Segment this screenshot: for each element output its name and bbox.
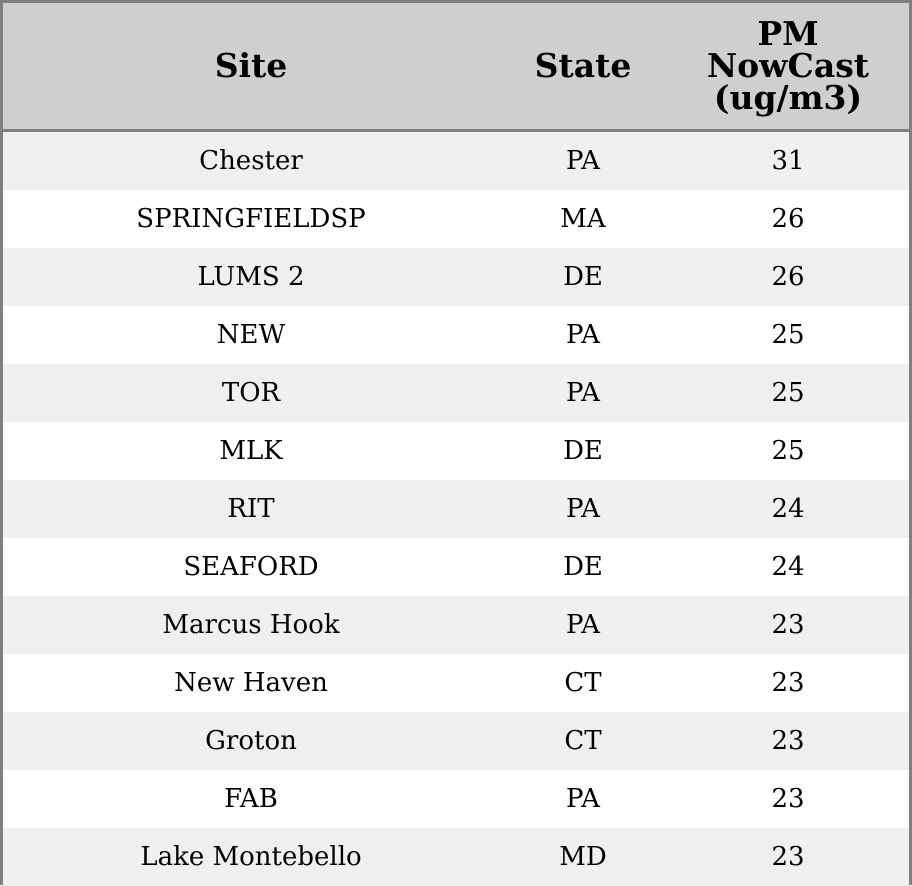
header-pm-nowcast: PM NowCast (ug/m3) bbox=[706, 14, 870, 117]
header-site: Site bbox=[214, 46, 288, 85]
cell-state: PA bbox=[566, 610, 600, 640]
cell-pm-nowcast: 31 bbox=[771, 146, 805, 176]
cell-state: CT bbox=[564, 726, 602, 756]
cell-pm-nowcast: 26 bbox=[771, 204, 805, 234]
cell-pm-nowcast: 23 bbox=[771, 668, 805, 698]
cell-pm-nowcast: 24 bbox=[771, 494, 805, 524]
table-row bbox=[3, 538, 909, 596]
table-row bbox=[3, 190, 909, 248]
table-row bbox=[3, 306, 909, 364]
table-header bbox=[3, 3, 909, 132]
cell-pm-nowcast: 25 bbox=[771, 436, 805, 466]
cell-state: PA bbox=[566, 494, 600, 524]
cell-pm-nowcast: 25 bbox=[771, 320, 805, 350]
cell-site: LUMS 2 bbox=[197, 262, 305, 292]
cell-state: MA bbox=[560, 204, 606, 234]
cell-site: FAB bbox=[224, 784, 278, 814]
cell-pm-nowcast: 23 bbox=[771, 610, 805, 640]
cell-site: Chester bbox=[199, 146, 303, 176]
cell-state: DE bbox=[563, 552, 603, 582]
table-row bbox=[3, 248, 909, 306]
cell-site: SEAFORD bbox=[183, 552, 319, 582]
table-row bbox=[3, 132, 909, 190]
cell-site: RIT bbox=[227, 494, 275, 524]
cell-site: Lake Montebello bbox=[140, 842, 362, 872]
cell-site: TOR bbox=[221, 378, 281, 408]
table-row bbox=[3, 480, 909, 538]
cell-site: NEW bbox=[216, 320, 286, 350]
table-row bbox=[3, 828, 909, 886]
cell-state: PA bbox=[566, 320, 600, 350]
cell-state: CT bbox=[564, 668, 602, 698]
cell-pm-nowcast: 25 bbox=[771, 378, 805, 408]
cell-site: MLK bbox=[219, 436, 283, 466]
table-row bbox=[3, 596, 909, 654]
table-row bbox=[3, 654, 909, 712]
cell-site: Marcus Hook bbox=[162, 610, 340, 640]
table-row bbox=[3, 364, 909, 422]
cell-pm-nowcast: 23 bbox=[771, 842, 805, 872]
cell-site: Groton bbox=[205, 726, 297, 756]
cell-state: DE bbox=[563, 436, 603, 466]
cell-state: DE bbox=[563, 262, 603, 292]
cell-pm-nowcast: 23 bbox=[771, 784, 805, 814]
table-row bbox=[3, 422, 909, 480]
table-body bbox=[3, 132, 909, 885]
cell-site: SPRINGFIELDSP bbox=[136, 204, 366, 234]
table-row bbox=[3, 712, 909, 770]
cell-pm-nowcast: 23 bbox=[771, 726, 805, 756]
cell-state: PA bbox=[566, 146, 600, 176]
cell-state: PA bbox=[566, 378, 600, 408]
cell-state: PA bbox=[566, 784, 600, 814]
cell-pm-nowcast: 24 bbox=[771, 552, 805, 582]
table-row bbox=[3, 770, 909, 828]
header-state: State bbox=[534, 46, 632, 85]
cell-state: MD bbox=[559, 842, 607, 872]
cell-site: New Haven bbox=[174, 668, 328, 698]
cell-pm-nowcast: 26 bbox=[771, 262, 805, 292]
